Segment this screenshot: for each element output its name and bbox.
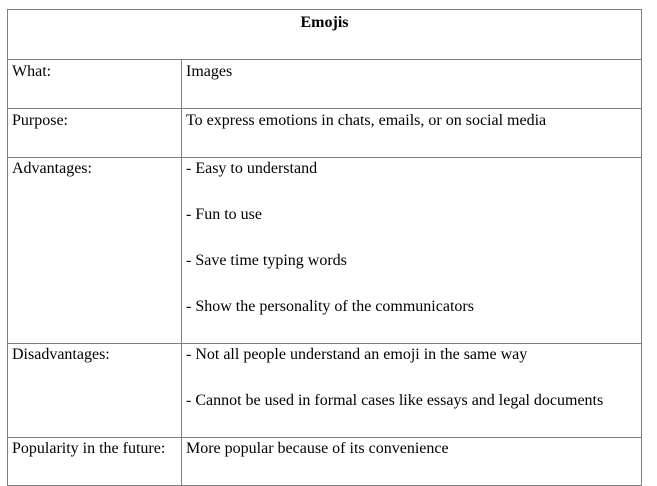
row-value-advantages — [182, 158, 642, 344]
row-label-what: What: — [8, 60, 182, 109]
table-row — [8, 438, 642, 486]
table-row — [8, 344, 642, 438]
advantage-item: - Save time typing words — [186, 252, 347, 269]
row-label-popularity: Popularity in the future: — [8, 438, 182, 486]
advantage-item: - Easy to understand — [186, 160, 318, 177]
row-label-disadvantages: Disadvantages: — [8, 344, 182, 438]
advantage-item: - Show the personality of the communicators — [186, 298, 474, 315]
advantage-item: - Fun to use — [186, 206, 262, 223]
row-value-what: Images — [182, 60, 642, 109]
row-label-purpose: Purpose: — [8, 109, 182, 158]
table-row — [8, 109, 642, 158]
table-row — [8, 158, 642, 344]
row-label-advantages: Advantages: — [8, 158, 182, 344]
row-value-purpose: To express emotions in chats, emails, or on social media — [182, 109, 642, 158]
row-value-popularity: More popular because of its convenience — [182, 438, 642, 486]
table-title-row — [8, 10, 642, 60]
disadvantage-item: - Cannot be used in formal cases like essays and legal documents — [186, 392, 604, 409]
table-row — [8, 60, 642, 109]
table-title: Emojis — [8, 10, 642, 60]
row-value-disadvantages — [182, 344, 642, 438]
disadvantage-item: - Not all people understand an emoji in the same way — [186, 346, 528, 363]
emojis-table — [7, 9, 642, 486]
